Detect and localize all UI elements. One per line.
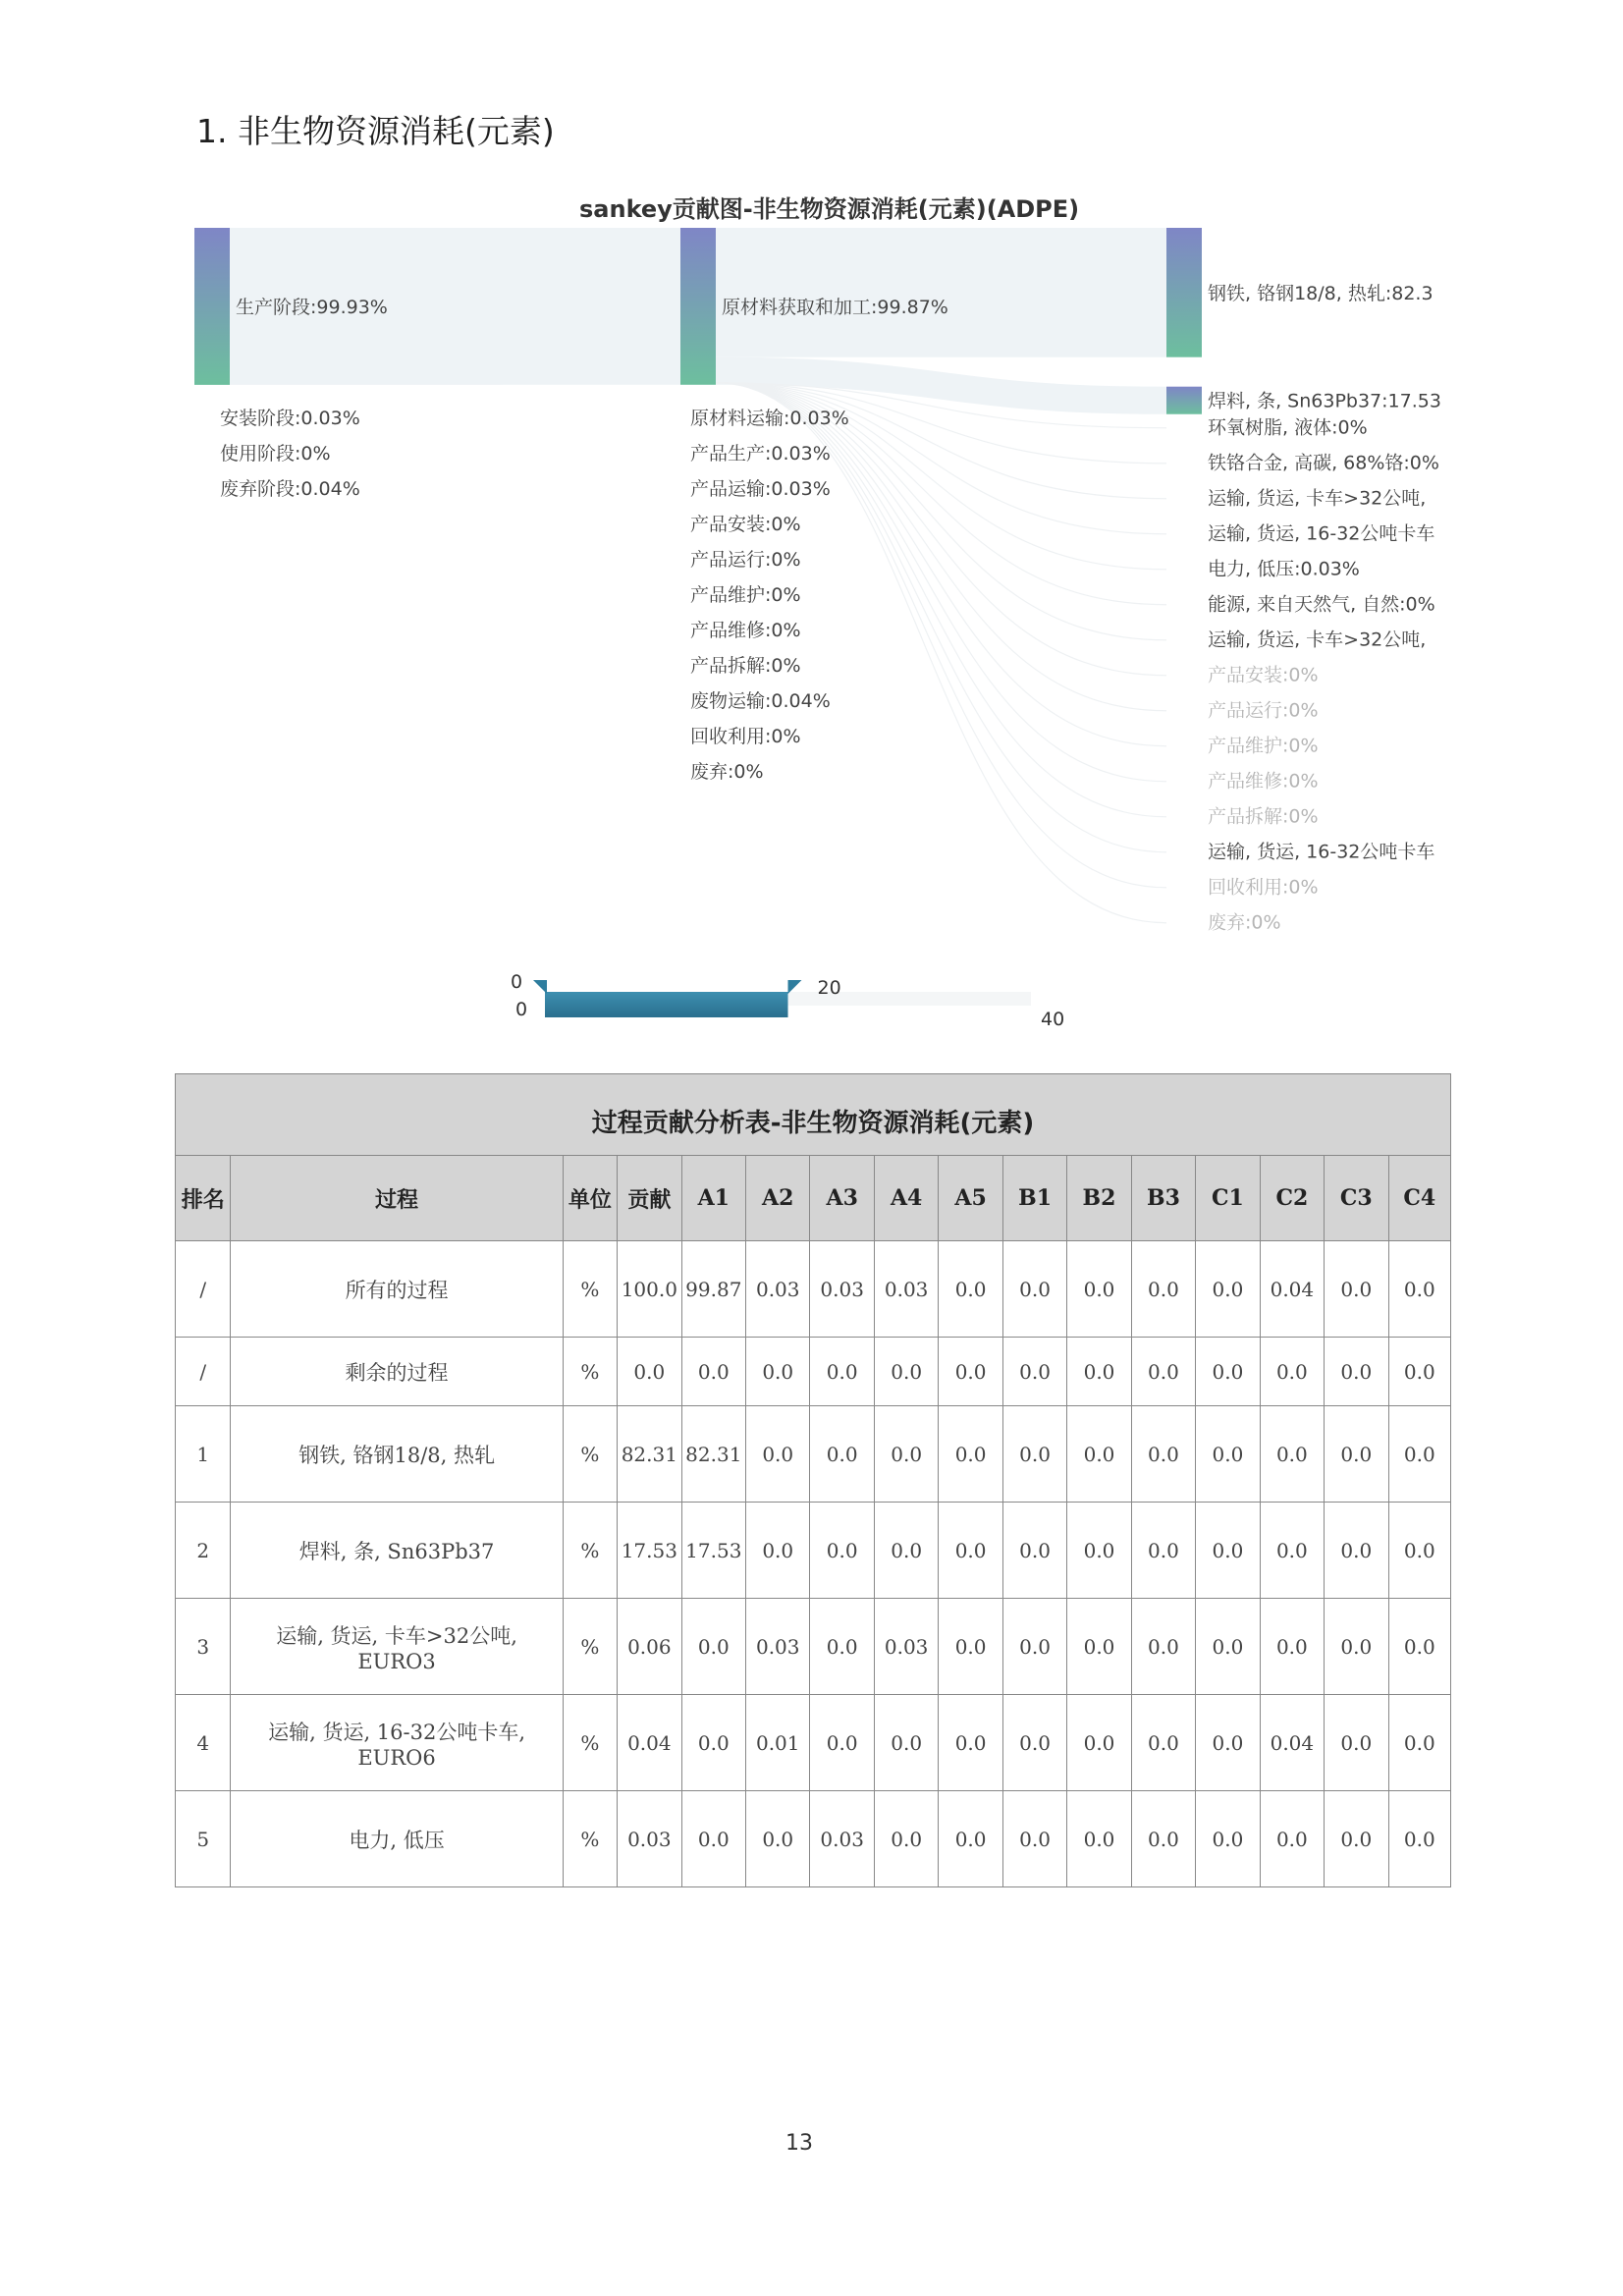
table-cell: 0.0 <box>1196 1791 1260 1887</box>
table-header-cell: 过程 <box>231 1156 563 1241</box>
table-row <box>176 1695 1451 1791</box>
table-cell: 0.0 <box>1067 1503 1131 1599</box>
sankey-node-label: 产品安装:0% <box>1208 664 1319 686</box>
table-cell: % <box>563 1695 617 1791</box>
table-cell: 0.0 <box>1388 1338 1450 1406</box>
table-cell: 0.0 <box>874 1406 938 1503</box>
table-cell: 0.0 <box>810 1599 874 1695</box>
table-row <box>176 1241 1451 1338</box>
sankey-node-label: 产品维修:0% <box>690 619 801 641</box>
sankey-node-label: 产品生产:0.03% <box>690 442 831 465</box>
table-cell: 0.0 <box>1260 1599 1324 1695</box>
sankey-node-label: 废弃:0% <box>1208 911 1281 934</box>
table-cell: 0.0 <box>1067 1241 1131 1338</box>
sankey-node[interactable] <box>680 228 716 385</box>
table-cell: 0.0 <box>1325 1406 1388 1503</box>
table-cell: 99.87 <box>681 1241 745 1338</box>
table-cell: 0.0 <box>810 1695 874 1791</box>
table-header-cell: B1 <box>1002 1156 1066 1241</box>
sankey-chart <box>177 216 1473 1061</box>
table-cell: 82.31 <box>618 1406 681 1503</box>
table-cell: 0.0 <box>939 1338 1002 1406</box>
process-cell: 运输, 货运, 16-32公吨卡车, EURO6 <box>231 1695 563 1791</box>
table-cell: 0.0 <box>1196 1406 1260 1503</box>
table-cell: 0.0 <box>874 1695 938 1791</box>
sankey-node-label: 产品维护:0% <box>1208 735 1319 757</box>
sankey-node-label: 电力, 低压:0.03% <box>1208 558 1360 580</box>
sankey-node-label: 能源, 来自天然气, 自然:0% <box>1208 593 1435 616</box>
table-cell: 0.0 <box>1002 1338 1066 1406</box>
contribution-table <box>175 1073 1451 1887</box>
table-cell: 0.0 <box>1260 1503 1324 1599</box>
table-cell: 0.0 <box>1131 1503 1195 1599</box>
sankey-node-label: 运输, 货运, 卡车>32公吨, <box>1208 629 1427 651</box>
contribution-table-wrap <box>175 1073 1451 1887</box>
sankey-node-label: 环氧树脂, 液体:0% <box>1208 416 1368 439</box>
table-cell: 3 <box>176 1599 231 1695</box>
table-cell: 0.0 <box>1131 1599 1195 1695</box>
sankey-node-label: 运输, 货运, 16-32公吨卡车 <box>1208 522 1435 545</box>
table-cell: % <box>563 1503 617 1599</box>
table-cell: 0.0 <box>681 1599 745 1695</box>
sankey-node-label: 产品维修:0% <box>1208 770 1319 793</box>
table-cell: 0.0 <box>1002 1406 1066 1503</box>
sankey-node[interactable] <box>1166 387 1202 414</box>
table-cell: 0.0 <box>746 1791 810 1887</box>
table-cell: 0.0 <box>939 1599 1002 1695</box>
table-cell: 82.31 <box>681 1406 745 1503</box>
sankey-node-label: 原材料运输:0.03% <box>690 407 849 429</box>
table-cell: 0.0 <box>1325 1338 1388 1406</box>
table-cell: 0.0 <box>1388 1503 1450 1599</box>
sankey-node-label: 产品运行:0% <box>690 548 801 571</box>
table-cell: 0.0 <box>1388 1695 1450 1791</box>
table-cell: 0.0 <box>1196 1338 1260 1406</box>
table-row <box>176 1503 1451 1599</box>
table-row <box>176 1406 1451 1503</box>
sankey-node[interactable] <box>194 228 230 385</box>
table-cell: 0.0 <box>1131 1241 1195 1338</box>
table-cell: % <box>563 1241 617 1338</box>
slider-min-label: 0 <box>511 971 523 993</box>
table-header-cell: C2 <box>1260 1156 1324 1241</box>
table-cell: 0.0 <box>1131 1338 1195 1406</box>
table-cell: 0.0 <box>1325 1695 1388 1791</box>
table-cell: 0.0 <box>939 1503 1002 1599</box>
table-cell: % <box>563 1791 617 1887</box>
table-body <box>176 1241 1451 1887</box>
table-cell: 0.0 <box>874 1503 938 1599</box>
table-cell: 1 <box>176 1406 231 1503</box>
table-header-cell: A4 <box>874 1156 938 1241</box>
table-cell: 0.03 <box>746 1241 810 1338</box>
table-cell: 0.0 <box>1325 1503 1388 1599</box>
sankey-node-label: 回收利用:0% <box>690 725 801 747</box>
process-cell: 运输, 货运, 卡车>32公吨, EURO3 <box>231 1599 563 1695</box>
sankey-node-label: 使用阶段:0% <box>220 442 331 465</box>
table-cell: 0.0 <box>1196 1599 1260 1695</box>
table-cell: 0.0 <box>810 1406 874 1503</box>
table-cell: 0.0 <box>1131 1791 1195 1887</box>
table-cell: 0.0 <box>1196 1503 1260 1599</box>
process-cell: 剩余的过程 <box>231 1338 563 1406</box>
sankey-node-label: 安装阶段:0.03% <box>220 407 360 429</box>
table-header-cell: 排名 <box>176 1156 231 1241</box>
sankey-node-label: 回收利用:0% <box>1208 876 1319 899</box>
section-heading: 1. 非生物资源消耗(元素) <box>196 112 555 150</box>
table-header-cell: C3 <box>1325 1156 1388 1241</box>
table-cell: 0.0 <box>1388 1791 1450 1887</box>
table-title: 过程贡献分析表-非生物资源消耗(元素) <box>175 1073 1451 1155</box>
table-cell: 0.0 <box>1067 1791 1131 1887</box>
table-cell: 5 <box>176 1791 231 1887</box>
sankey-node-label: 钢铁, 铬钢18/8, 热轧:82.3 <box>1208 282 1434 304</box>
page-number: 13 <box>785 2131 813 2156</box>
table-cell: 0.0 <box>874 1338 938 1406</box>
table-cell: / <box>176 1241 231 1338</box>
sankey-node-label: 原材料获取和加工:99.87% <box>722 296 948 318</box>
table-cell: 0.03 <box>810 1241 874 1338</box>
table-cell: 0.0 <box>1196 1241 1260 1338</box>
table-cell: 0.04 <box>618 1695 681 1791</box>
table-cell: % <box>563 1599 617 1695</box>
sankey-node-label: 运输, 货运, 16-32公吨卡车 <box>1208 841 1435 863</box>
slider-handle-label: 20 <box>817 977 841 999</box>
table-cell: 0.0 <box>1131 1695 1195 1791</box>
sankey-node-label: 废弃:0% <box>690 760 764 783</box>
table-cell: 2 <box>176 1503 231 1599</box>
sankey-node-label: 产品运输:0.03% <box>690 477 831 500</box>
table-cell: 0.0 <box>1067 1695 1131 1791</box>
table-cell: 0.0 <box>1325 1599 1388 1695</box>
table-cell: 0.0 <box>1388 1599 1450 1695</box>
table-cell: 0.0 <box>1002 1791 1066 1887</box>
table-header-cell: B3 <box>1131 1156 1195 1241</box>
sankey-node-label: 废物运输:0.04% <box>690 689 831 712</box>
slider-max-label: 40 <box>1041 1009 1065 1030</box>
sankey-link <box>716 228 1166 357</box>
table-cell: 0.0 <box>1388 1406 1450 1503</box>
table-cell: 0.0 <box>681 1338 745 1406</box>
slider-handle-max[interactable] <box>788 980 802 994</box>
table-cell: 0.0 <box>874 1791 938 1887</box>
table-cell: 0.0 <box>1131 1406 1195 1503</box>
table-cell: 0.0 <box>939 1241 1002 1338</box>
table-cell: 0.0 <box>681 1791 745 1887</box>
table-cell: 0.0 <box>746 1406 810 1503</box>
sankey-node[interactable] <box>1166 228 1202 357</box>
table-cell: 0.0 <box>1388 1241 1450 1338</box>
table-header-cell: A3 <box>810 1156 874 1241</box>
table-header-cell: A2 <box>746 1156 810 1241</box>
table-header-cell: 贡献 <box>618 1156 681 1241</box>
table-cell: 0.0 <box>746 1338 810 1406</box>
sankey-node-label: 焊料, 条, Sn63Pb37:17.53 <box>1208 390 1441 412</box>
table-cell: 0.03 <box>746 1599 810 1695</box>
sankey-node-label: 产品拆解:0% <box>1208 805 1319 828</box>
table-cell: 0.04 <box>1260 1695 1324 1791</box>
sankey-node-label: 生产阶段:99.93% <box>236 296 388 318</box>
table-cell: 17.53 <box>618 1503 681 1599</box>
table-cell: 0.0 <box>746 1503 810 1599</box>
table-cell: 0.0 <box>810 1338 874 1406</box>
table-cell: 4 <box>176 1695 231 1791</box>
sankey-node-label: 铁铬合金, 高碳, 68%铬:0% <box>1208 452 1439 474</box>
table-cell: 0.03 <box>874 1241 938 1338</box>
table-cell: 0.0 <box>810 1503 874 1599</box>
table-cell: / <box>176 1338 231 1406</box>
table-cell: 0.0 <box>939 1695 1002 1791</box>
slider-fill <box>545 992 788 1017</box>
table-cell: 0.0 <box>1002 1599 1066 1695</box>
scale-slider[interactable] <box>511 971 1064 1030</box>
table-header-cell: A5 <box>939 1156 1002 1241</box>
table-cell: % <box>563 1406 617 1503</box>
table-cell: % <box>563 1338 617 1406</box>
table-cell: 0.0 <box>1067 1338 1131 1406</box>
sankey-node-label: 产品拆解:0% <box>690 654 801 677</box>
table-cell: 0.0 <box>1002 1503 1066 1599</box>
sankey-node-label: 产品安装:0% <box>690 513 801 535</box>
process-cell: 钢铁, 铬钢18/8, 热轧 <box>231 1406 563 1503</box>
sankey-node-label: 废弃阶段:0.04% <box>220 477 360 500</box>
chart-title: sankey贡献图-非生物资源消耗(元素)(ADPE) <box>579 195 1080 223</box>
slider-handle-min[interactable] <box>533 980 547 994</box>
table-header-cell: 单位 <box>563 1156 617 1241</box>
slider-min-label: 0 <box>515 999 528 1020</box>
table-cell: 0.0 <box>1325 1241 1388 1338</box>
table-header-cell: A1 <box>681 1156 745 1241</box>
table-cell: 17.53 <box>681 1503 745 1599</box>
table-cell: 0.0 <box>1067 1599 1131 1695</box>
table-cell: 0.0 <box>1325 1791 1388 1887</box>
table-cell: 0.0 <box>618 1338 681 1406</box>
table-cell: 0.06 <box>618 1599 681 1695</box>
table-row <box>176 1338 1451 1406</box>
table-cell: 0.04 <box>1260 1241 1324 1338</box>
table-cell: 0.03 <box>810 1791 874 1887</box>
sankey-node-label: 运输, 货运, 卡车>32公吨, <box>1208 487 1427 510</box>
table-row <box>176 1599 1451 1695</box>
table-header-cell: C1 <box>1196 1156 1260 1241</box>
table-row <box>176 1791 1451 1887</box>
sankey-node-label: 产品运行:0% <box>1208 699 1319 722</box>
table-header-row <box>176 1156 1451 1241</box>
table-cell: 0.0 <box>1260 1338 1324 1406</box>
table-header-cell: B2 <box>1067 1156 1131 1241</box>
table-cell: 0.0 <box>1002 1695 1066 1791</box>
process-cell: 电力, 低压 <box>231 1791 563 1887</box>
table-cell: 0.0 <box>1196 1695 1260 1791</box>
sankey-node-label: 产品维护:0% <box>690 583 801 606</box>
table-header-cell: C4 <box>1388 1156 1450 1241</box>
table-cell: 0.03 <box>618 1791 681 1887</box>
table-cell: 0.0 <box>939 1791 1002 1887</box>
table-cell: 0.0 <box>681 1695 745 1791</box>
table-cell: 0.0 <box>1260 1406 1324 1503</box>
table-cell: 0.0 <box>939 1406 1002 1503</box>
table-cell: 0.03 <box>874 1599 938 1695</box>
table-cell: 0.0 <box>1067 1406 1131 1503</box>
process-cell: 所有的过程 <box>231 1241 563 1338</box>
table-cell: 0.01 <box>746 1695 810 1791</box>
table-cell: 100.0 <box>618 1241 681 1338</box>
process-cell: 焊料, 条, Sn63Pb37 <box>231 1503 563 1599</box>
table-cell: 0.0 <box>1002 1241 1066 1338</box>
table-cell: 0.0 <box>1260 1791 1324 1887</box>
